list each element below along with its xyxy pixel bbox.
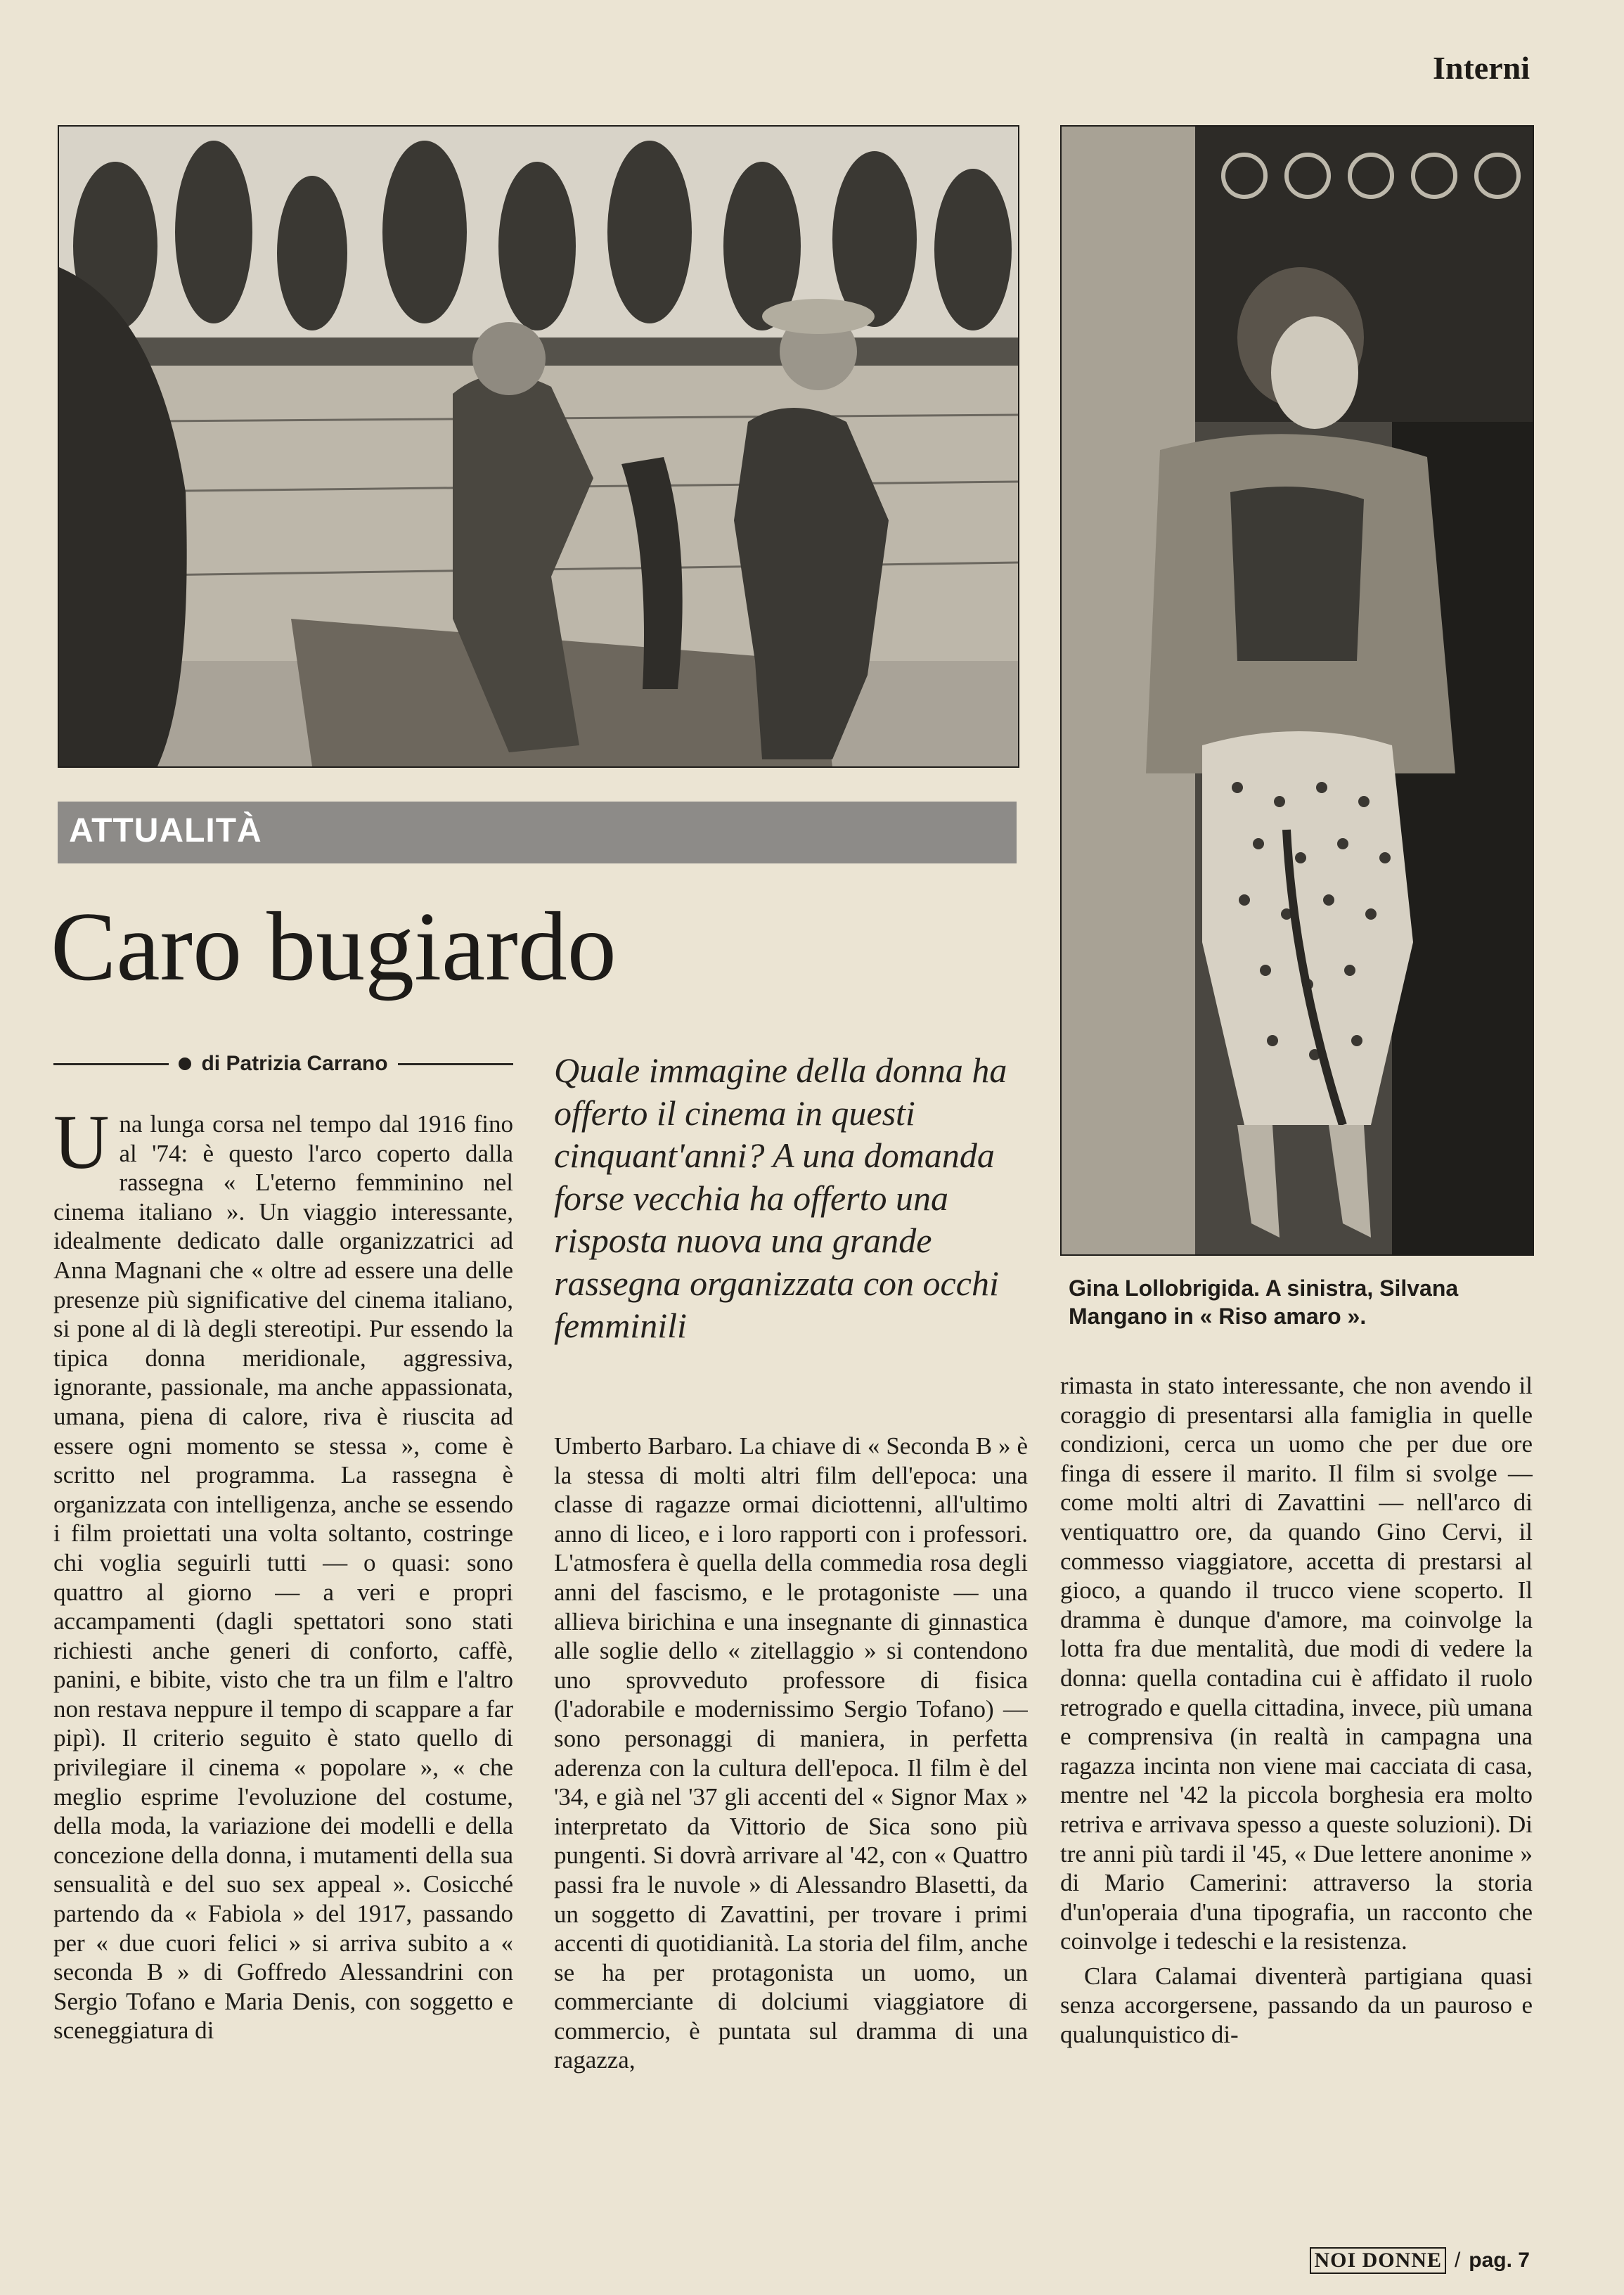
section-tag: Interni xyxy=(1433,50,1530,86)
photo-gina-lollobrigida-image xyxy=(1062,127,1533,1254)
article-column-1 xyxy=(53,1110,513,2257)
byline-author: di Patrizia Carrano xyxy=(201,1052,388,1075)
photo-gina-lollobrigida xyxy=(1060,125,1534,1256)
article-title: Caro bugiardo xyxy=(51,892,617,1001)
drop-cap: U xyxy=(53,1110,110,1185)
footer-separator: / xyxy=(1454,2249,1461,2272)
article-paragraph: Umberto Barbaro. La chiave di « Seconda B » è la stessa di molti altri film dell'epoca: una classe di ragazze ormai diciottenni, all'ultimo anno di liceo, e i loro rapporti con i professori. L'atmosfera è quella della commedia rosa degli anni del fascismo, e le protagoniste — una allieva birichina e una insegnante di ginnastica alle soglie dello « zitellaggio » si contendono uno sprovveduto professore di fisica (l'adorabile e modernissimo Sergio Tofano) — sono personaggi di maniera, in perfetta aderenza con la cultura dell'epoca. Il film è del '34, e già nel '37 gli accenti del « Signor Max » interpretato da Vittorio de Sica sono più pungenti. Si dovrà arrivare al '42, con « Quattro passi fra le nuvole » di Alessandro Blasetti, da un soggetto di Zavattini, per trovare i primi accenti di quotidianità. La storia del film, anche se ha per protagonista un uomo, un commerciante di dolciumi viaggiatore di commercio, è puntata sul dramma di una ragazza, xyxy=(554,1432,1028,2074)
page-footer xyxy=(1310,2247,1530,2274)
photo-rice-field-image xyxy=(59,127,1018,766)
article-paragraph: rimasta in stato interessante, che non avendo il coraggio di presentarsi alla famiglia in quelle condizioni, cerca un uomo che per due ore finga di essere il marito. Il film si svolge — come molti altri di Zavattini — nell'arco di ventiquattro ore, da quando Gino Cervi, il commesso viaggiatore, accetta di prestarsi al gioco, a quando il trucco viene scoperto. Il dramma è dunque d'amore, ma coinvolge la lotta fra due mentalità, due modi di vedere la donna: quella contadina cui è affidato il ruolo retrogrado e quella cittadina, invece, più umana e comprensiva (in realtà in campagna una ragazza incinta non viene mai cacciata di casa, mentre nel '42 la piccola borghesia era molto retriva e arrivava spesso a queste soluzioni). Di tre anni più tardi il '45, « Due lettere anonime » di Mario Camerini: attraverso la storia d'un'operaia d'una tipografia, un racconto che coinvolge i tedeschi e la resistenza. xyxy=(1060,1372,1533,1955)
photo-rice-field xyxy=(58,125,1019,768)
photo-caption: Gina Lollobrigida. A sinistra, Silvana Mangano in « Riso amaro ». xyxy=(1069,1275,1459,1329)
bullet-icon xyxy=(179,1058,191,1070)
byline xyxy=(53,1046,513,1081)
article-paragraph xyxy=(53,1110,513,2045)
byline-rule-left xyxy=(53,1063,169,1065)
section-banner xyxy=(58,802,1017,863)
byline-rule-right xyxy=(398,1063,513,1065)
section-banner-label: ATTUALITÀ xyxy=(69,812,262,849)
page-number: pag. 7 xyxy=(1469,2249,1530,2272)
article-paragraph: Clara Calamai diventerà partigiana quasi senza accorgersene, passando da un pauroso e qualunquistico di- xyxy=(1060,1962,1533,2049)
article-column-2 xyxy=(554,1432,1028,2257)
pull-quote: Quale immagine della donna ha offerto il cinema in questi cinquant'anni? A una domanda forse vecchia ha offerto una risposta nuova una grande rassegna organizzata con occhi femminili xyxy=(554,1050,1007,1345)
magazine-logo: NOI DONNE xyxy=(1310,2247,1446,2274)
article-column-3 xyxy=(1060,1371,1533,2243)
paragraph-text: na lunga corsa nel tempo dal 1916 fino al '74: è questo l'arco coperto dalla rassegna « L'eterno femminino nel cinema italiano ». Un viaggio interessante, idealmente dedicato dalle organizzatrici ad Anna Magnani che « oltre ad essere una delle presenze più significative del cinema italiano, si pone al di là degli stereotipi. Pur essendo la tipica donna meridionale, aggressiva, ignorante, passionale, ma anche appassionata, umana, piena di calore, riva è riuscita ad essere ogni momento se stessa », come è scritto nel programma. La rassegna è organizzata con intelligenza, anche se essendo i film proiettati una volta soltanto, costringe chi voglia seguirli tutti — o quasi: sono quattro al giorno — a veri e propri accampamenti (dagli spettatori sono stati richiesti anche generi di conforto, caffè, panini, e bibite, visto che tra un film e l'altro non restava neppure il tempo di scappare a far pipì). Il criterio seguito è stato quello di privilegiare il cinema « popolare », « che meglio esprime l'evoluzione del costume, della moda, la variazione dei modelli e della concezione della donna, i mutamenti della sua sensualità e del suo sex appeal ». Cosicché partendo da « Fabiola » del 1917, passando per « due cuori felici » si arriva subito a « seconda B » di Goffredo Alessandrini con Sergio Tofano e Maria Denis, con soggetto e sceneggiatura di xyxy=(53,1110,513,2045)
